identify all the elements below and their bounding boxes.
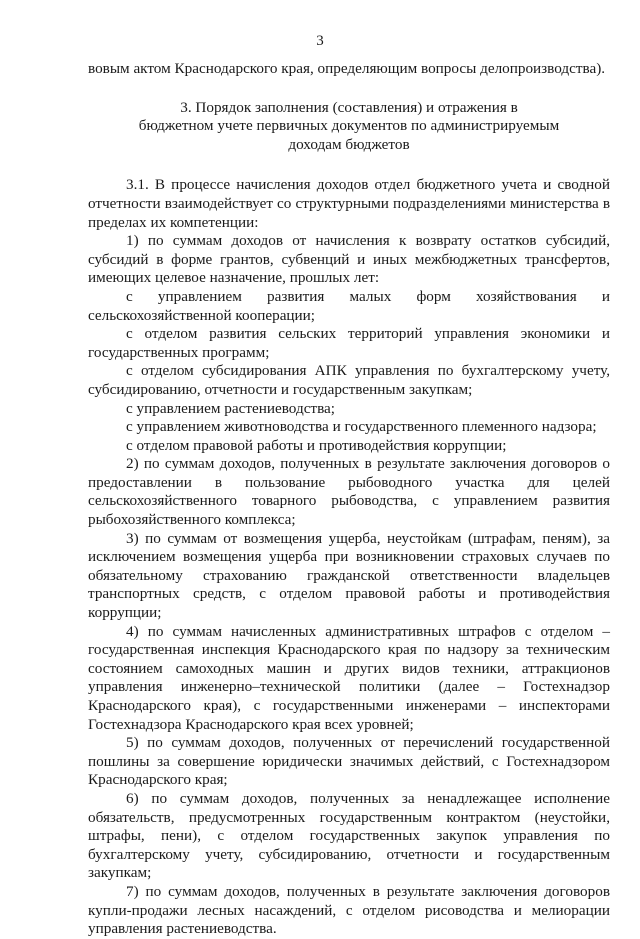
list-item-5: 5) по суммам доходов, полученных от перечислений государственной пошлины за совершение юридически значимых действий, с Гостехнадзором Краснодарского края;	[88, 734, 610, 789]
paragraph-3-1: 3.1. В процессе начисления доходов отдел бюджетного учета и сводной отчетности взаимодействует со структурными подразделениями министерства в пределах их компетенции:	[88, 176, 610, 231]
page-number: 3	[316, 33, 324, 49]
document-body	[88, 60, 610, 939]
list-item-2: 2) по суммам доходов, полученных в результате заключения договоров о предоставлении в пользование рыбоводного участка для целей сельскохозяйственного товарного рыбоводства, с управлением развития рыбохозяйственного комплекса;	[88, 455, 610, 529]
list-item-3: 3) по суммам от возмещения ущерба, неустойкам (штрафам, пеням), за исключением возмещения ущерба при возникновении страховых случаев по обязательному страхованию гражданской ответственности владельцев транспортных средств, с отделом правовой работы и противодействия коррупции;	[88, 529, 610, 622]
sub-item: с управлением животноводства и государственного племенного надзора;	[126, 418, 597, 436]
section-heading	[88, 99, 610, 155]
sub-item: с отделом правовой работы и противодействия коррупции;	[126, 436, 507, 454]
sub-item: с управлением развития малых форм хозяйствования и сельскохозяйственной кооперации;	[88, 287, 610, 324]
list-item-6: 6) по суммам доходов, полученных за ненадлежащее исполнение обязательств, предусмотренных государственным контрактом (неустойки, штрафы, пени), с отделом государственных закупок управления по бухгалтерскому учету, субсидированию, отчетности и государственным закупкам;	[88, 789, 610, 882]
list-item-4: 4) по суммам начисленных административных штрафов с отделом – государственная инспекция Краснодарского края по надзору за техническим состоянием самоходных машин и других видов техники, аттракционов управления инженерно–технической политики (далее – Гостехнадзор Краснодарского края), с государственными инженерами – инспекторами Гостехнадзора Краснодарского края всех уровней;	[88, 622, 610, 733]
sub-item: с отделом субсидирования АПК управления по бухгалтерскому учету, субсидированию, отчетности и государственным закупкам;	[88, 362, 610, 398]
section-heading-line: бюджетном учете первичных документов по администрируемым	[138, 117, 560, 135]
list-item-7: 7) по суммам доходов, полученных в результате заключения договоров купли-продажи лесных насаждений, с отделом рисоводства и мелиорации управления растениеводства.	[88, 882, 610, 938]
sub-item: с управлением растениеводства;	[126, 399, 335, 417]
section-heading-line: доходам бюджетов	[288, 135, 410, 153]
continuation-line: вовым актом Краснодарского края, определяющим вопросы делопроизводства).	[88, 60, 606, 77]
sub-item: с отделом развития сельских территорий управления экономики и государственных программ;	[88, 325, 610, 361]
list-item-1: 1) по суммам доходов от начисления к возврату остатков субсидий, субсидий в форме грантов, субвенций и иных межбюджетных трансфертов, имеющих целевое назначение, прошлых лет:	[88, 232, 610, 287]
section-heading-line: 3. Порядок заполнения (составления) и отражения в	[180, 98, 518, 116]
